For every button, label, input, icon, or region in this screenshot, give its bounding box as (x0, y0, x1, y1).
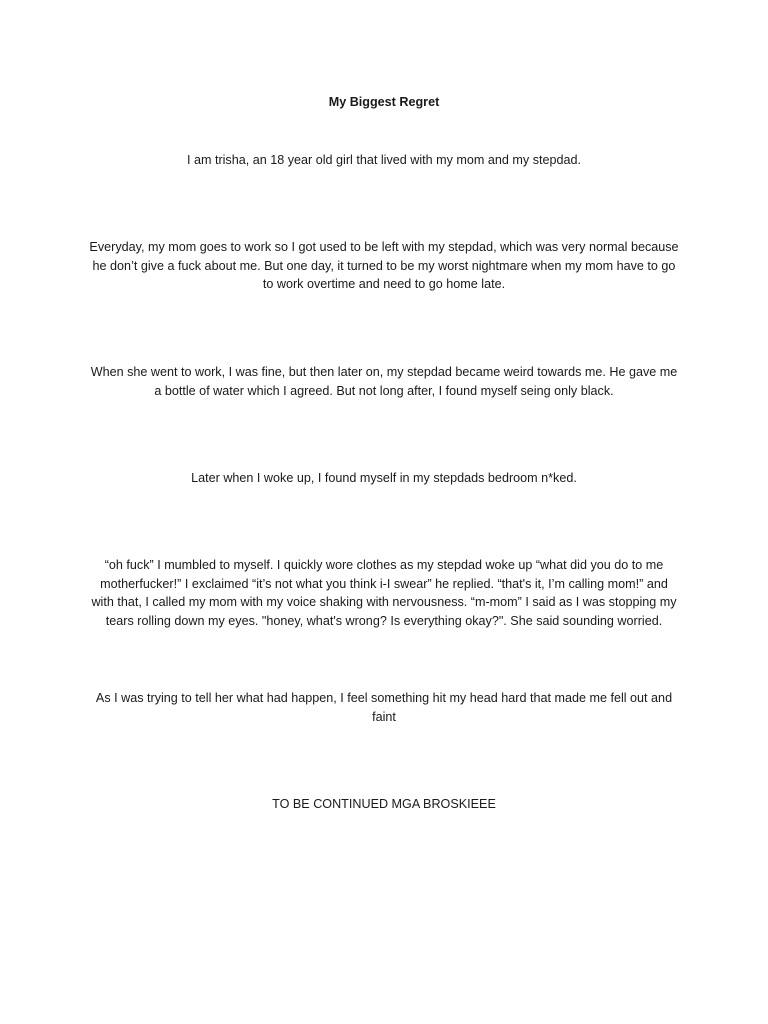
paragraph-water: When she went to work, I was fine, but then later on, my stepdad became weird towards me. He gave me a bottle of water which I agreed. But not long after, I found myself seing only black. (90, 365, 678, 398)
paragraph-faint: As I was trying to tell her what had happen, I feel something hit my head hard that made me fell out and faint (95, 691, 673, 724)
document-title: My Biggest Regret (328, 95, 440, 109)
paragraph-intro: I am trisha, an 18 year old girl that lived with my mom and my stepdad. (186, 153, 582, 167)
paragraph-woke-up: Later when I woke up, I found myself in my stepdads bedroom n*ked. (191, 471, 577, 485)
paragraph-call-mom: “oh fuck” I mumbled to myself. I quickly wore clothes as my stepdad woke up “what did you do to me motherfucker!” I exclaimed “it’s not what you think i-I swear” he replied. “that's it, I’m calling mom!” and with that, I called my mom with my voice shaking with nervousness. “m-mom” I said as I was stopping my tears rolling down my eyes. "honey, what's wrong? Is everything okay?". She said sounding worried. (91, 558, 677, 628)
paragraph-everyday: Everyday, my mom goes to work so I got used to be left with my stepdad, which was very normal because he don’t give a fuck about me. But one day, it turned to be my worst nightmare when my mom have to go to work overtime and need to go home late. (89, 240, 679, 292)
paragraph-continued: TO BE CONTINUED MGA BROSKIEEE (272, 797, 496, 811)
